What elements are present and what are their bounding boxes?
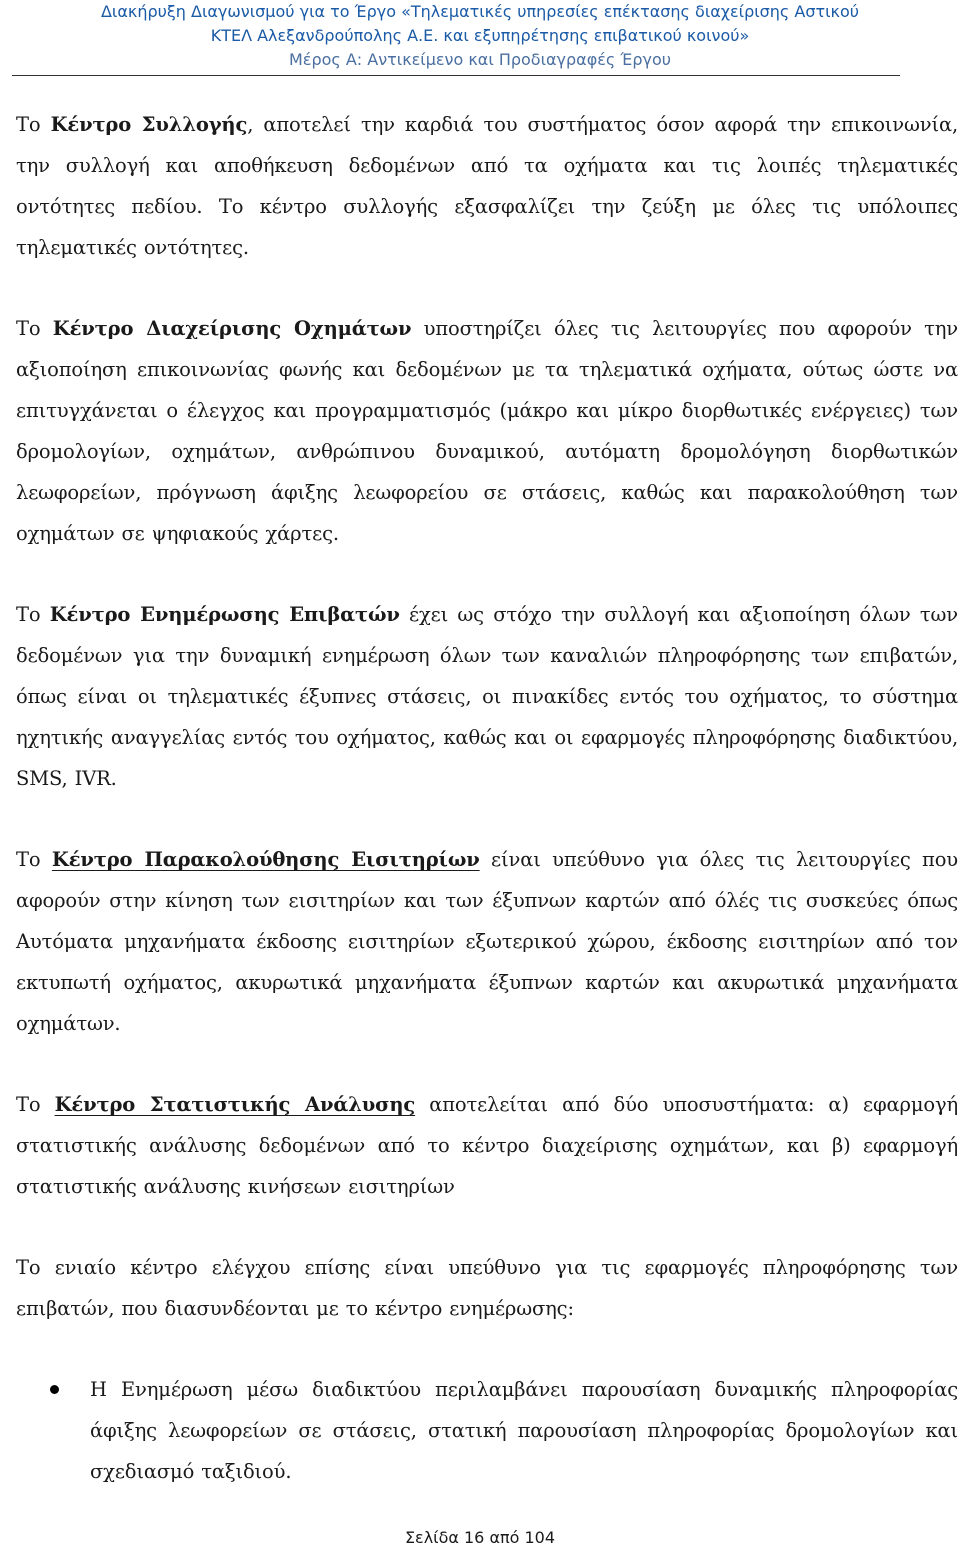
paragraph-text: Το	[16, 848, 52, 871]
paragraph-text: αποτελείται από δύο υποσυστήματα: α) εφαρμογή στατιστικής ανάλυσης δεδομένων από το κέντρο διαχείρισης οχημάτων, και β) εφαρμογή στατιστικής ανάλυσης κινήσεων εισιτηρίων	[16, 1093, 958, 1198]
paragraph-collection-center	[16, 104, 958, 268]
paragraph-passenger-information-center	[16, 594, 958, 799]
header-title-line-2: ΚΤΕΛ Αλεξανδρούπολης Α.Ε. και εξυπηρέτησης επιβατικού κοινού»	[210, 26, 750, 45]
paragraph-text: Το	[16, 1093, 55, 1116]
term-statistical-analysis-center: Κέντρο Στατιστικής Ανάλυσης	[54, 1093, 416, 1116]
paragraph-text: Το	[16, 113, 51, 136]
term-fleet-management-center: Κέντρο Διαχείρισης Οχημάτων	[52, 317, 412, 340]
header-divider	[12, 75, 900, 76]
paragraph-unified-control-center: Το ενιαίο κέντρο ελέγχου επίσης είναι υπεύθυνο για τις εφαρμογές πληροφόρησης των επιβατών, που διασυνδέονται με το κέντρο ενημέρωσης:	[16, 1256, 958, 1320]
header-subtitle: Μέρος Α: Αντικείμενο και Προδιαγραφές Έργου	[288, 50, 672, 69]
bullet-icon	[50, 1385, 59, 1394]
bullet-list	[16, 1369, 958, 1492]
term-passenger-information-center: Κέντρο Ενημέρωσης Επιβατών	[49, 603, 400, 626]
term-ticket-monitoring-center: Κέντρο Παρακολούθησης Εισιτηρίων	[51, 848, 480, 871]
paragraph-text: Το	[16, 603, 50, 626]
header-title-line-1: Διακήρυξη Διαγωνισμού για το Έργο «Τηλεματικές υπηρεσίες επέκτασης διαχείρισης Αστικού	[100, 2, 860, 21]
paragraph-text: έχει ως στόχο την συλλογή και αξιοποίηση όλων των δεδομένων για την δυναμική ενημέρωση όλων των καναλιών πληροφόρησης των επιβατών, όπως είναι οι τηλεματικές έξυπνες στάσεις, οι πινακίδες εντός του οχήματος, το σύστημα ηχητικής αναγγελίας εντός του οχήματος, καθώς και οι εφαρμογές πληροφόρησης διαδικτύου, SMS, IVR.	[16, 603, 959, 790]
list-item	[16, 1369, 958, 1492]
paragraph-text: Το	[16, 317, 53, 340]
list-item-text: Η Ενημέρωση μέσω διαδικτύου περιλαμβάνει παρουσίαση δυναμικής πληροφορίας άφιξης λεωφορείων σε στάσεις, στατική παρουσίαση πληροφορίας δρομολογίων και σχεδιασμό ταξιδιού.	[90, 1378, 958, 1483]
paragraph-text: είναι υπεύθυνο για όλες τις λειτουργίες που αφορούν στην κίνηση των εισιτηρίων και των έξυπνων καρτών από όλές τις συσκεύες όπως Αυτόματα μηχανήματα έκδοσης εισιτηρίων εξωτερικού χώρου, έκδοσης εισιτηρίων από τον εκτυπωτή οχήματος, ακυρωτικά μηχανήματα έξυπνων καρτών και ακυρωτικά μηχανήματα οχημάτων.	[16, 848, 958, 1035]
page-header	[0, 0, 960, 72]
paragraph-fleet-management-center	[16, 308, 958, 554]
term-collection-center: Κέντρο Συλλογής	[50, 113, 248, 136]
paragraph-text: , αποτελεί την καρδιά του συστήματος όσον αφορά την επικοινωνία, την συλλογή και αποθήκευση δεδομένων από τα οχήματα και τις λοιπές τηλεματικές οντότητες πεδίου. Το κέντρο συλλογής εξασφαλίζει την ζεύξη με όλες τις υπόλοιπες τηλεματικές οντότητες.	[16, 113, 959, 259]
paragraph-text: υποστηρίζει όλες τις λειτουργίες που αφορούν την αξιοποίηση επικοινωνίας φωνής και δεδομένων με τα τηλεματικά οχήματα, ούτως ώστε να επιτυγχάνεται ο έλεγχος και προγραμματισμός (μάκρο και μίκρο διορθωτικές ενέργειες) των δρομολογίων, οχημάτων, ανθρώπινου δυναμικού, αυτόματη δρομολόγηση διορθωτικών λεωφορείων, πρόγνωση άφιξης λεωφορείου σε στάσεις, καθώς και παρακολούθηση των οχημάτων σε ψηφιακούς χάρτες.	[16, 317, 958, 545]
paragraph-ticket-monitoring-center	[16, 839, 958, 1044]
paragraph-statistical-analysis-center	[16, 1084, 958, 1207]
page-number: Σελίδα 16 από 104	[404, 1528, 556, 1547]
document-body	[16, 104, 958, 1492]
